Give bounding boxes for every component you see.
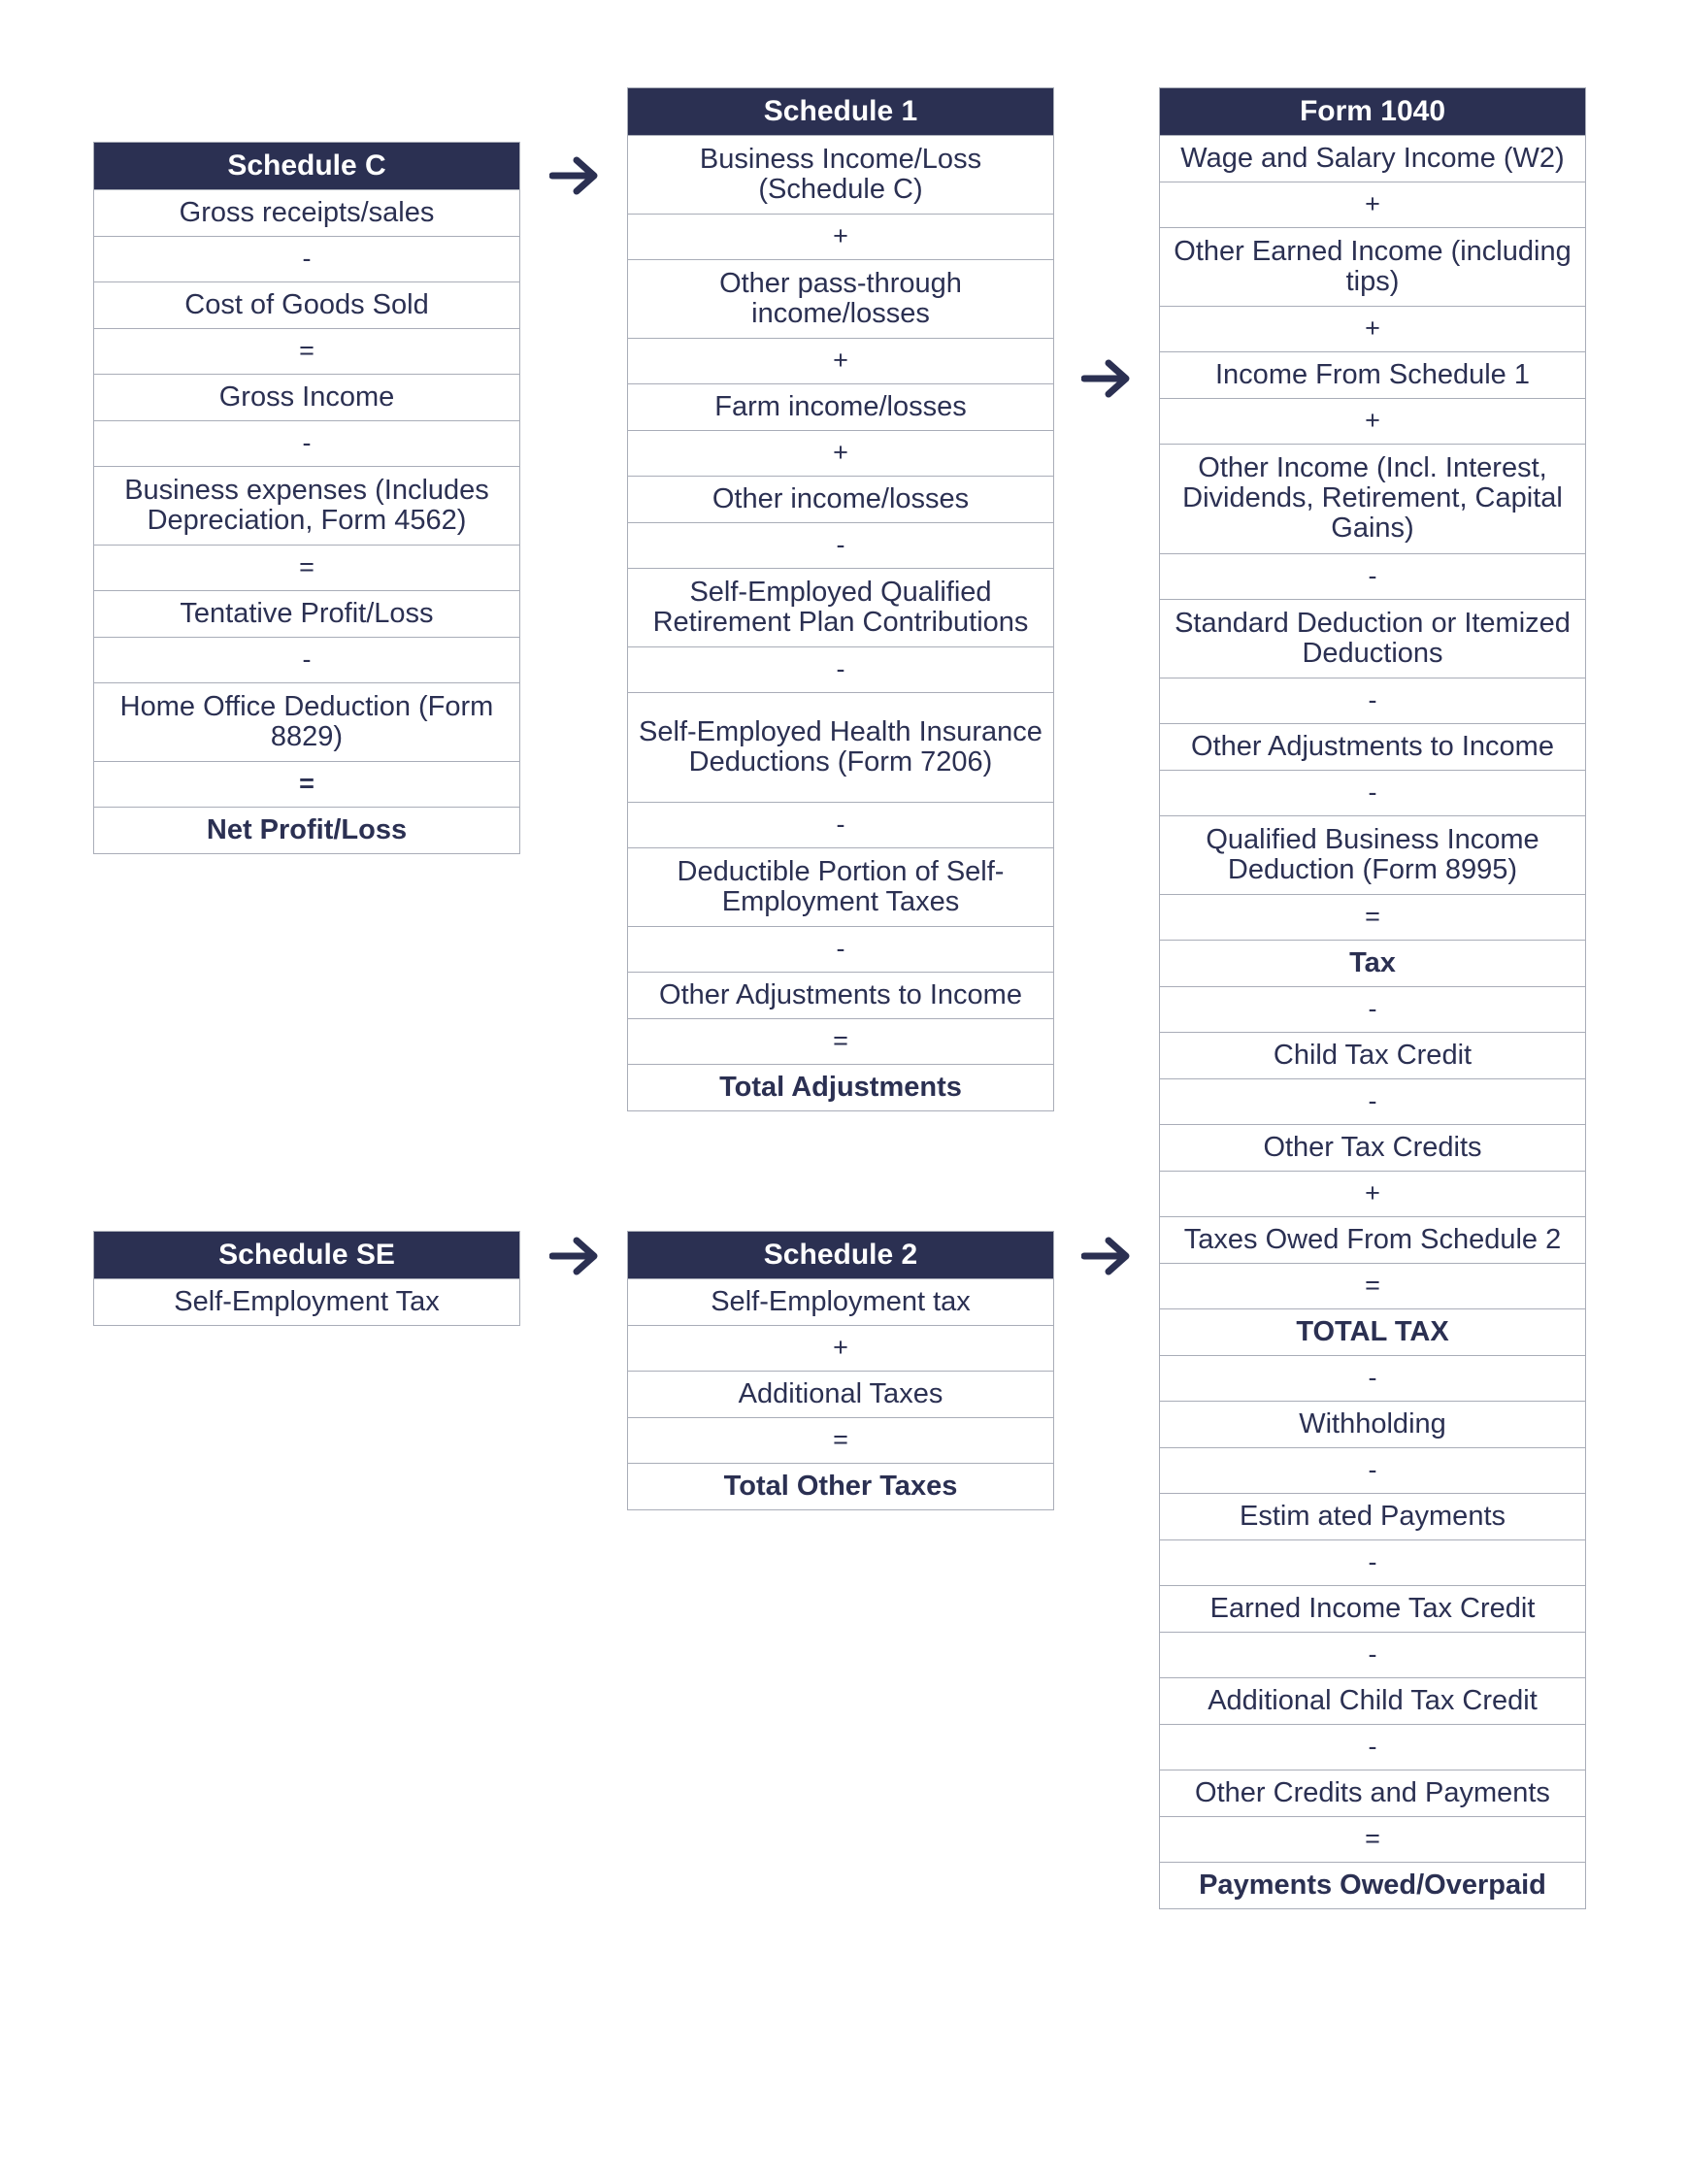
operator-cell: - (94, 637, 519, 683)
line-item-cell: Farm income/losses (628, 383, 1053, 430)
operator-cell: - (1160, 678, 1585, 724)
operator-cell: - (94, 236, 519, 282)
operator-cell: - (628, 802, 1053, 848)
line-item-cell: Total Other Taxes (628, 1463, 1053, 1509)
operator-cell: - (1160, 1355, 1585, 1402)
arrow-right-icon (1081, 1235, 1132, 1277)
line-item-cell: Self-Employment tax (628, 1278, 1053, 1325)
operator-cell: - (1160, 986, 1585, 1033)
operator-cell: - (628, 646, 1053, 693)
operator-cell: = (1160, 1263, 1585, 1309)
operator-cell: - (628, 926, 1053, 973)
operator-cell: = (628, 1018, 1053, 1065)
line-item-cell: Additional Child Tax Credit (1160, 1677, 1585, 1724)
operator-cell: = (94, 545, 519, 591)
line-item-cell: Earned Income Tax Credit (1160, 1585, 1585, 1632)
schedule-1-table (627, 87, 1054, 1111)
arrow-right-icon (1081, 357, 1132, 400)
line-item-cell: Tentative Profit/Loss (94, 590, 519, 637)
operator-cell: + (1160, 182, 1585, 228)
line-item-cell: Other Credits and Payments (1160, 1770, 1585, 1816)
schedule-se-header: Schedule SE (94, 1232, 519, 1278)
line-item-cell: Other Adjustments to Income (1160, 723, 1585, 770)
operator-cell: = (1160, 1816, 1585, 1863)
line-item-cell: Cost of Goods Sold (94, 281, 519, 328)
operator-cell: - (1160, 770, 1585, 816)
operator-cell: + (1160, 398, 1585, 445)
line-item-cell: Other pass-through income/losses (628, 259, 1053, 338)
operator-cell: = (94, 761, 519, 808)
operator-cell: - (94, 420, 519, 467)
line-item-cell: Deductible Portion of Self-Employment Taxes (628, 847, 1053, 926)
operator-cell: + (628, 1325, 1053, 1372)
line-item-cell: Self-Employed Qualified Retirement Plan Contributions (628, 568, 1053, 646)
schedule-2-header: Schedule 2 (628, 1232, 1053, 1278)
arrow-right-icon (549, 1235, 600, 1277)
line-item-cell: Additional Taxes (628, 1371, 1053, 1417)
line-item-cell: Other income/losses (628, 476, 1053, 522)
operator-cell: = (94, 328, 519, 375)
line-item-cell: Other Tax Credits (1160, 1124, 1585, 1171)
operator-cell: - (628, 522, 1053, 569)
schedule-c-table (93, 142, 520, 854)
schedule-c-header: Schedule C (94, 143, 519, 189)
operator-cell: - (1160, 1632, 1585, 1678)
operator-cell: + (628, 338, 1053, 384)
form-1040-table (1159, 87, 1586, 1909)
line-item-cell: Other Adjustments to Income (628, 972, 1053, 1018)
form-1040-header: Form 1040 (1160, 88, 1585, 135)
operator-cell: - (1160, 1539, 1585, 1586)
line-item-cell: Qualified Business Income Deduction (Form 8995) (1160, 815, 1585, 894)
line-item-cell: Other Income (Incl. Interest, Dividends, Retirement, Capital Gains) (1160, 444, 1585, 553)
line-item-cell: Child Tax Credit (1160, 1032, 1585, 1078)
line-item-cell: Estim ated Payments (1160, 1493, 1585, 1539)
line-item-cell: Total Adjustments (628, 1064, 1053, 1110)
schedule-se-table (93, 1231, 520, 1326)
operator-cell: + (628, 430, 1053, 477)
line-item-cell: Income From Schedule 1 (1160, 351, 1585, 398)
operator-cell: = (628, 1417, 1053, 1464)
operator-cell: + (1160, 1171, 1585, 1217)
operator-cell: = (1160, 894, 1585, 941)
operator-cell: + (628, 214, 1053, 260)
operator-cell: - (1160, 553, 1585, 600)
line-item-cell: TOTAL TAX (1160, 1308, 1585, 1355)
line-item-cell: Gross receipts/sales (94, 189, 519, 236)
line-item-cell: Standard Deduction or Itemized Deductions (1160, 599, 1585, 678)
line-item-cell: Gross Income (94, 374, 519, 420)
operator-cell: - (1160, 1447, 1585, 1494)
line-item-cell: Self-Employment Tax (94, 1278, 519, 1325)
line-item-cell: Wage and Salary Income (W2) (1160, 135, 1585, 182)
arrow-right-icon (549, 154, 600, 197)
operator-cell: - (1160, 1078, 1585, 1125)
schedule-1-header: Schedule 1 (628, 88, 1053, 135)
line-item-cell: Payments Owed/Overpaid (1160, 1862, 1585, 1908)
line-item-cell: Other Earned Income (including tips) (1160, 227, 1585, 306)
line-item-cell: Business expenses (Includes Depreciation, Form 4562) (94, 466, 519, 545)
line-item-cell: Tax (1160, 940, 1585, 986)
line-item-cell: Home Office Deduction (Form 8829) (94, 682, 519, 761)
line-item-cell: Withholding (1160, 1401, 1585, 1447)
line-item-cell: Taxes Owed From Schedule 2 (1160, 1216, 1585, 1263)
schedule-2-table (627, 1231, 1054, 1510)
operator-cell: + (1160, 306, 1585, 352)
line-item-cell: Self-Employed Health Insurance Deductions (Form 7206) (628, 692, 1053, 802)
line-item-cell: Business Income/Loss (Schedule C) (628, 135, 1053, 214)
operator-cell: - (1160, 1724, 1585, 1770)
line-item-cell: Net Profit/Loss (94, 807, 519, 853)
